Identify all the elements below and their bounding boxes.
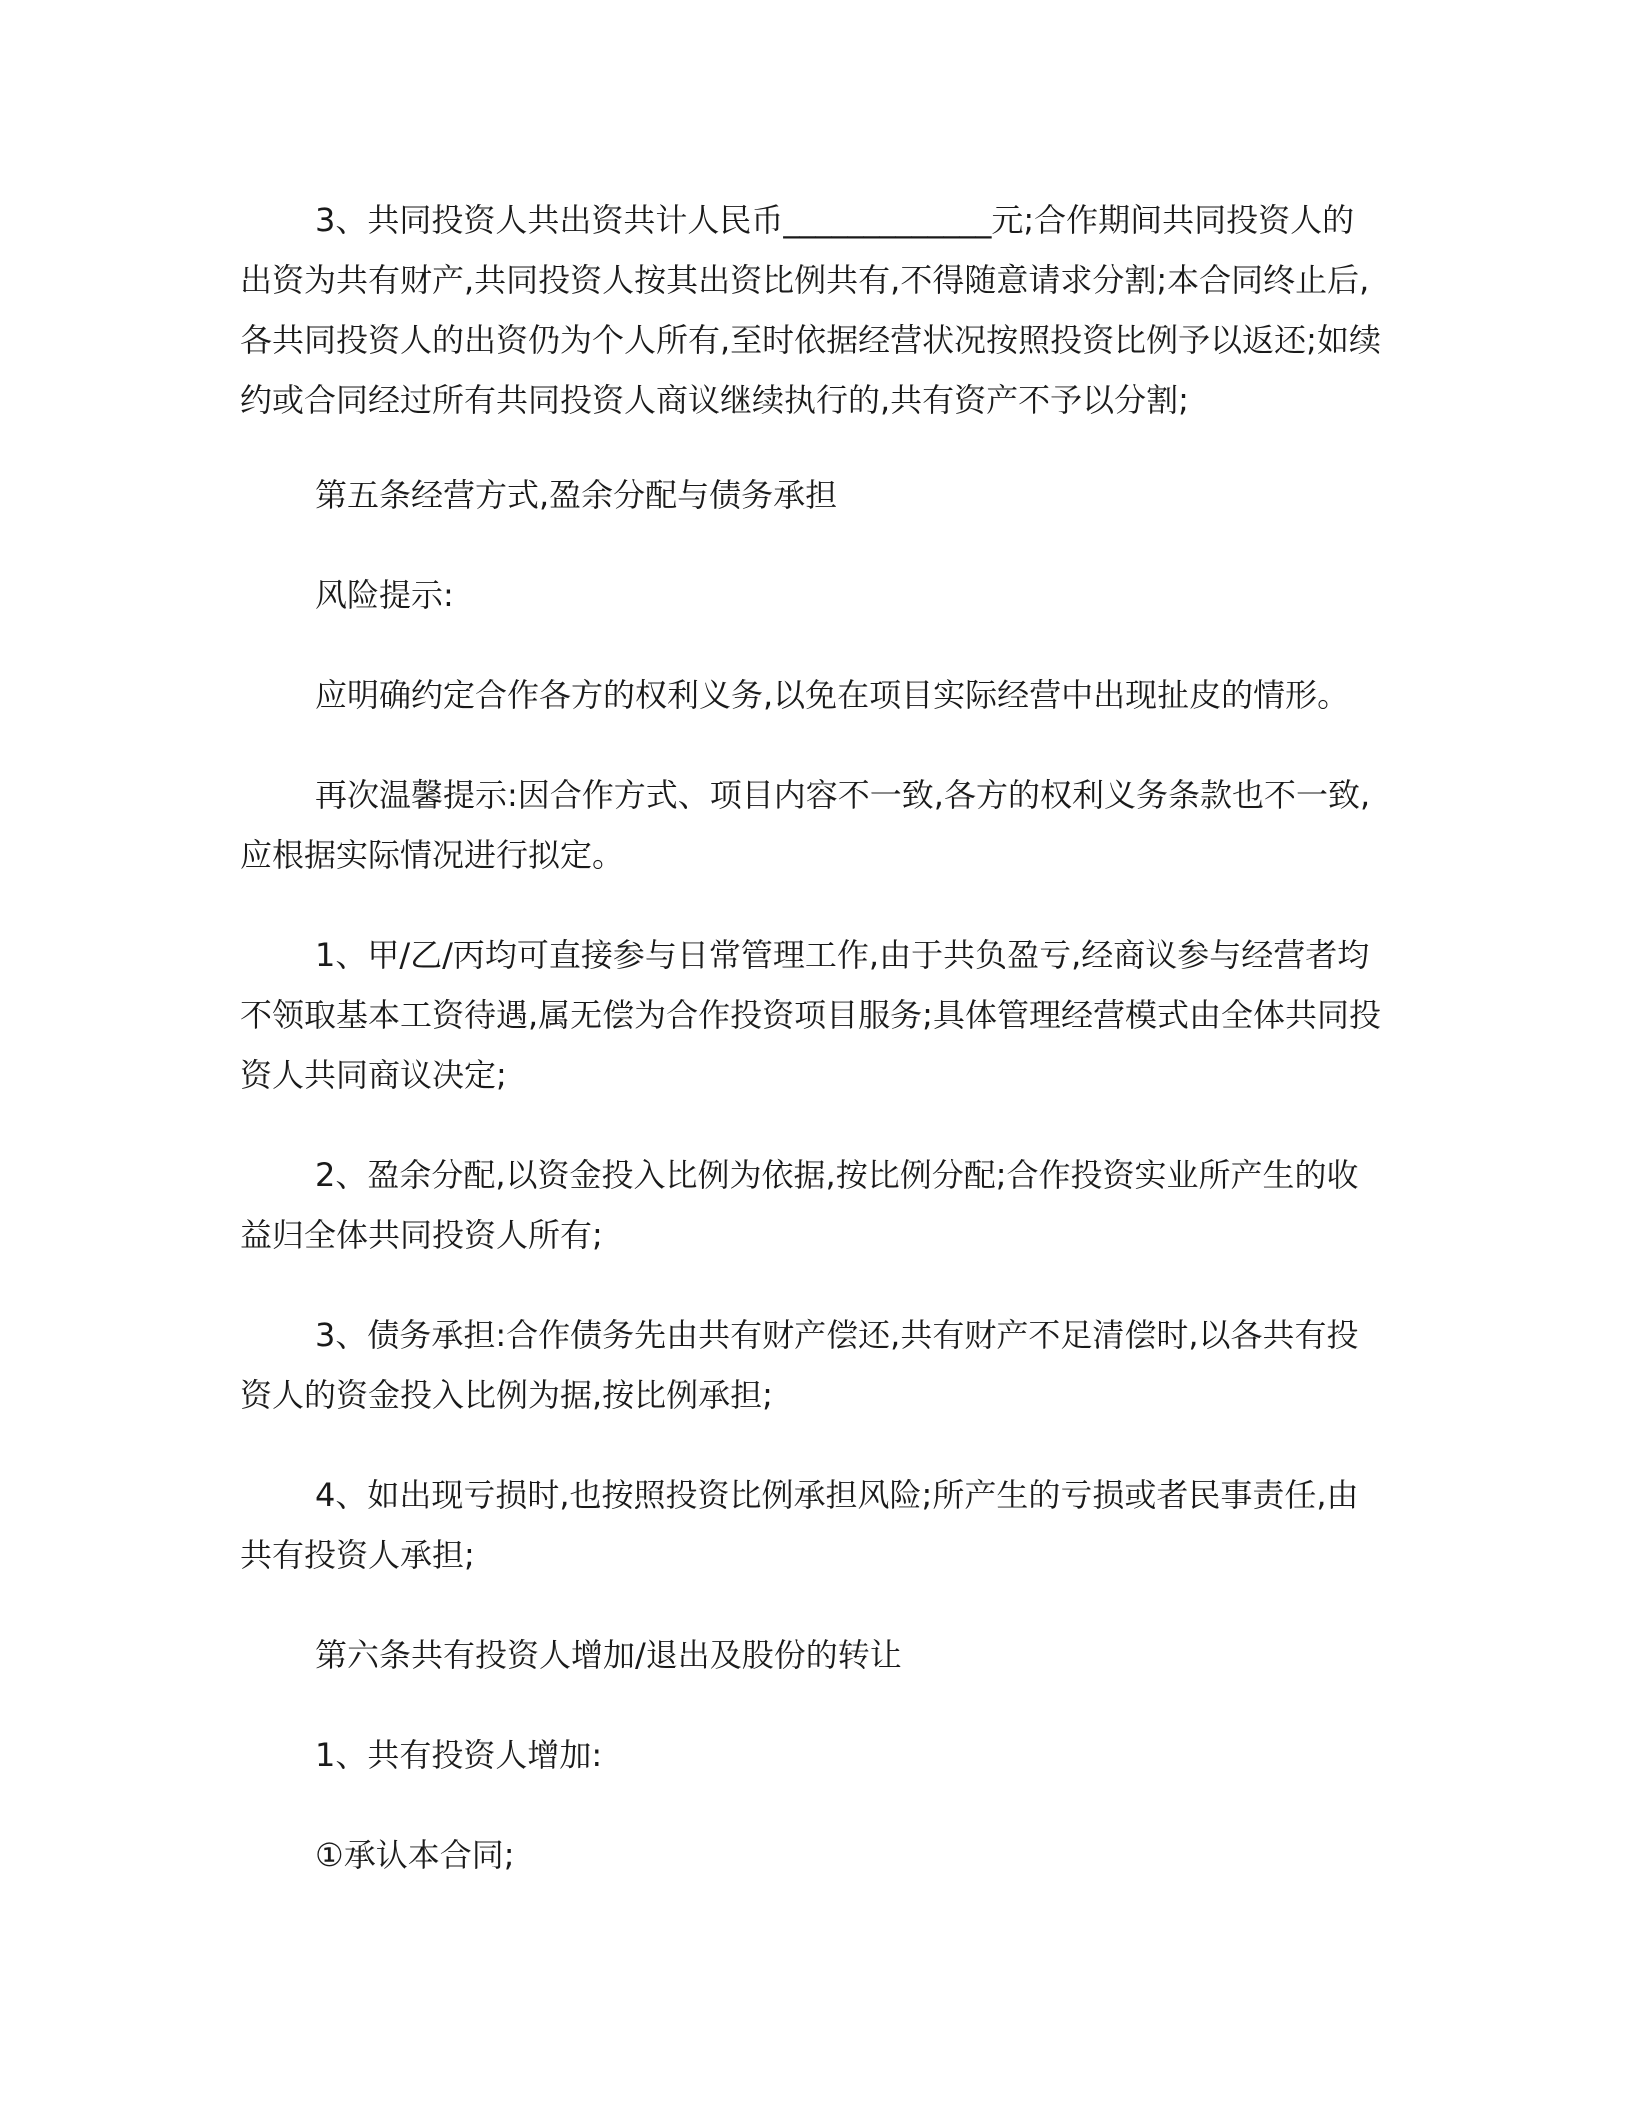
paragraph-capital-contribution: 3、共同投资人共出资共计人民币_____________元;合作期间共同投资人的出资为共有财产,共同投资人按其出资比例共有,不得随意请求分割;本合同终止后,各共同投资人的出资仍为个人所有,至时依据经营状况按照投资比例予以返还;如续约或合同经过所有共同投资人商议继续执行的,共有资产不予以分割; [240, 201, 1381, 419]
section-heading-article-5: 第五条经营方式,盈余分配与债务承担 [315, 476, 838, 514]
section-heading-article-6: 第六条共有投资人增加/退出及股份的转让 [315, 1636, 902, 1674]
risk-notice-body: 应明确约定合作各方的权利义务,以免在项目实际经营中出现扯皮的情形。 [315, 676, 1350, 714]
paragraph-item-1-management: 1、甲/乙/丙均可直接参与日常管理工作,由于共负盈亏,经商议参与经营者均不领取基本工资待遇,属无偿为合作投资项目服务;具体管理经营模式由全体共同投资人共同商议决定; [240, 936, 1381, 1094]
paragraph-item-2-profit: 2、盈余分配,以资金投入比例为依据,按比例分配;合作投资实业所产生的收益归全体共同投资人所有; [240, 1156, 1359, 1254]
paragraph-item-3-debt: 3、债务承担:合作债务先由共有财产偿还,共有财产不足清偿时,以各共有投资人的资金投入比例为据,按比例承担; [240, 1316, 1359, 1414]
reminder-paragraph: 再次温馨提示:因合作方式、项目内容不一致,各方的权利义务条款也不一致,应根据实际情况进行拟定。 [240, 776, 1371, 874]
list-item-acknowledge-contract: ①承认本合同; [315, 1836, 515, 1874]
risk-notice-label: 风险提示: [315, 576, 454, 614]
paragraph-item-4-loss: 4、如出现亏损时,也按照投资比例承担风险;所产生的亏损或者民事责任,由共有投资人承担; [240, 1476, 1359, 1574]
subsection-investor-addition: 1、共有投资人增加: [315, 1736, 603, 1774]
